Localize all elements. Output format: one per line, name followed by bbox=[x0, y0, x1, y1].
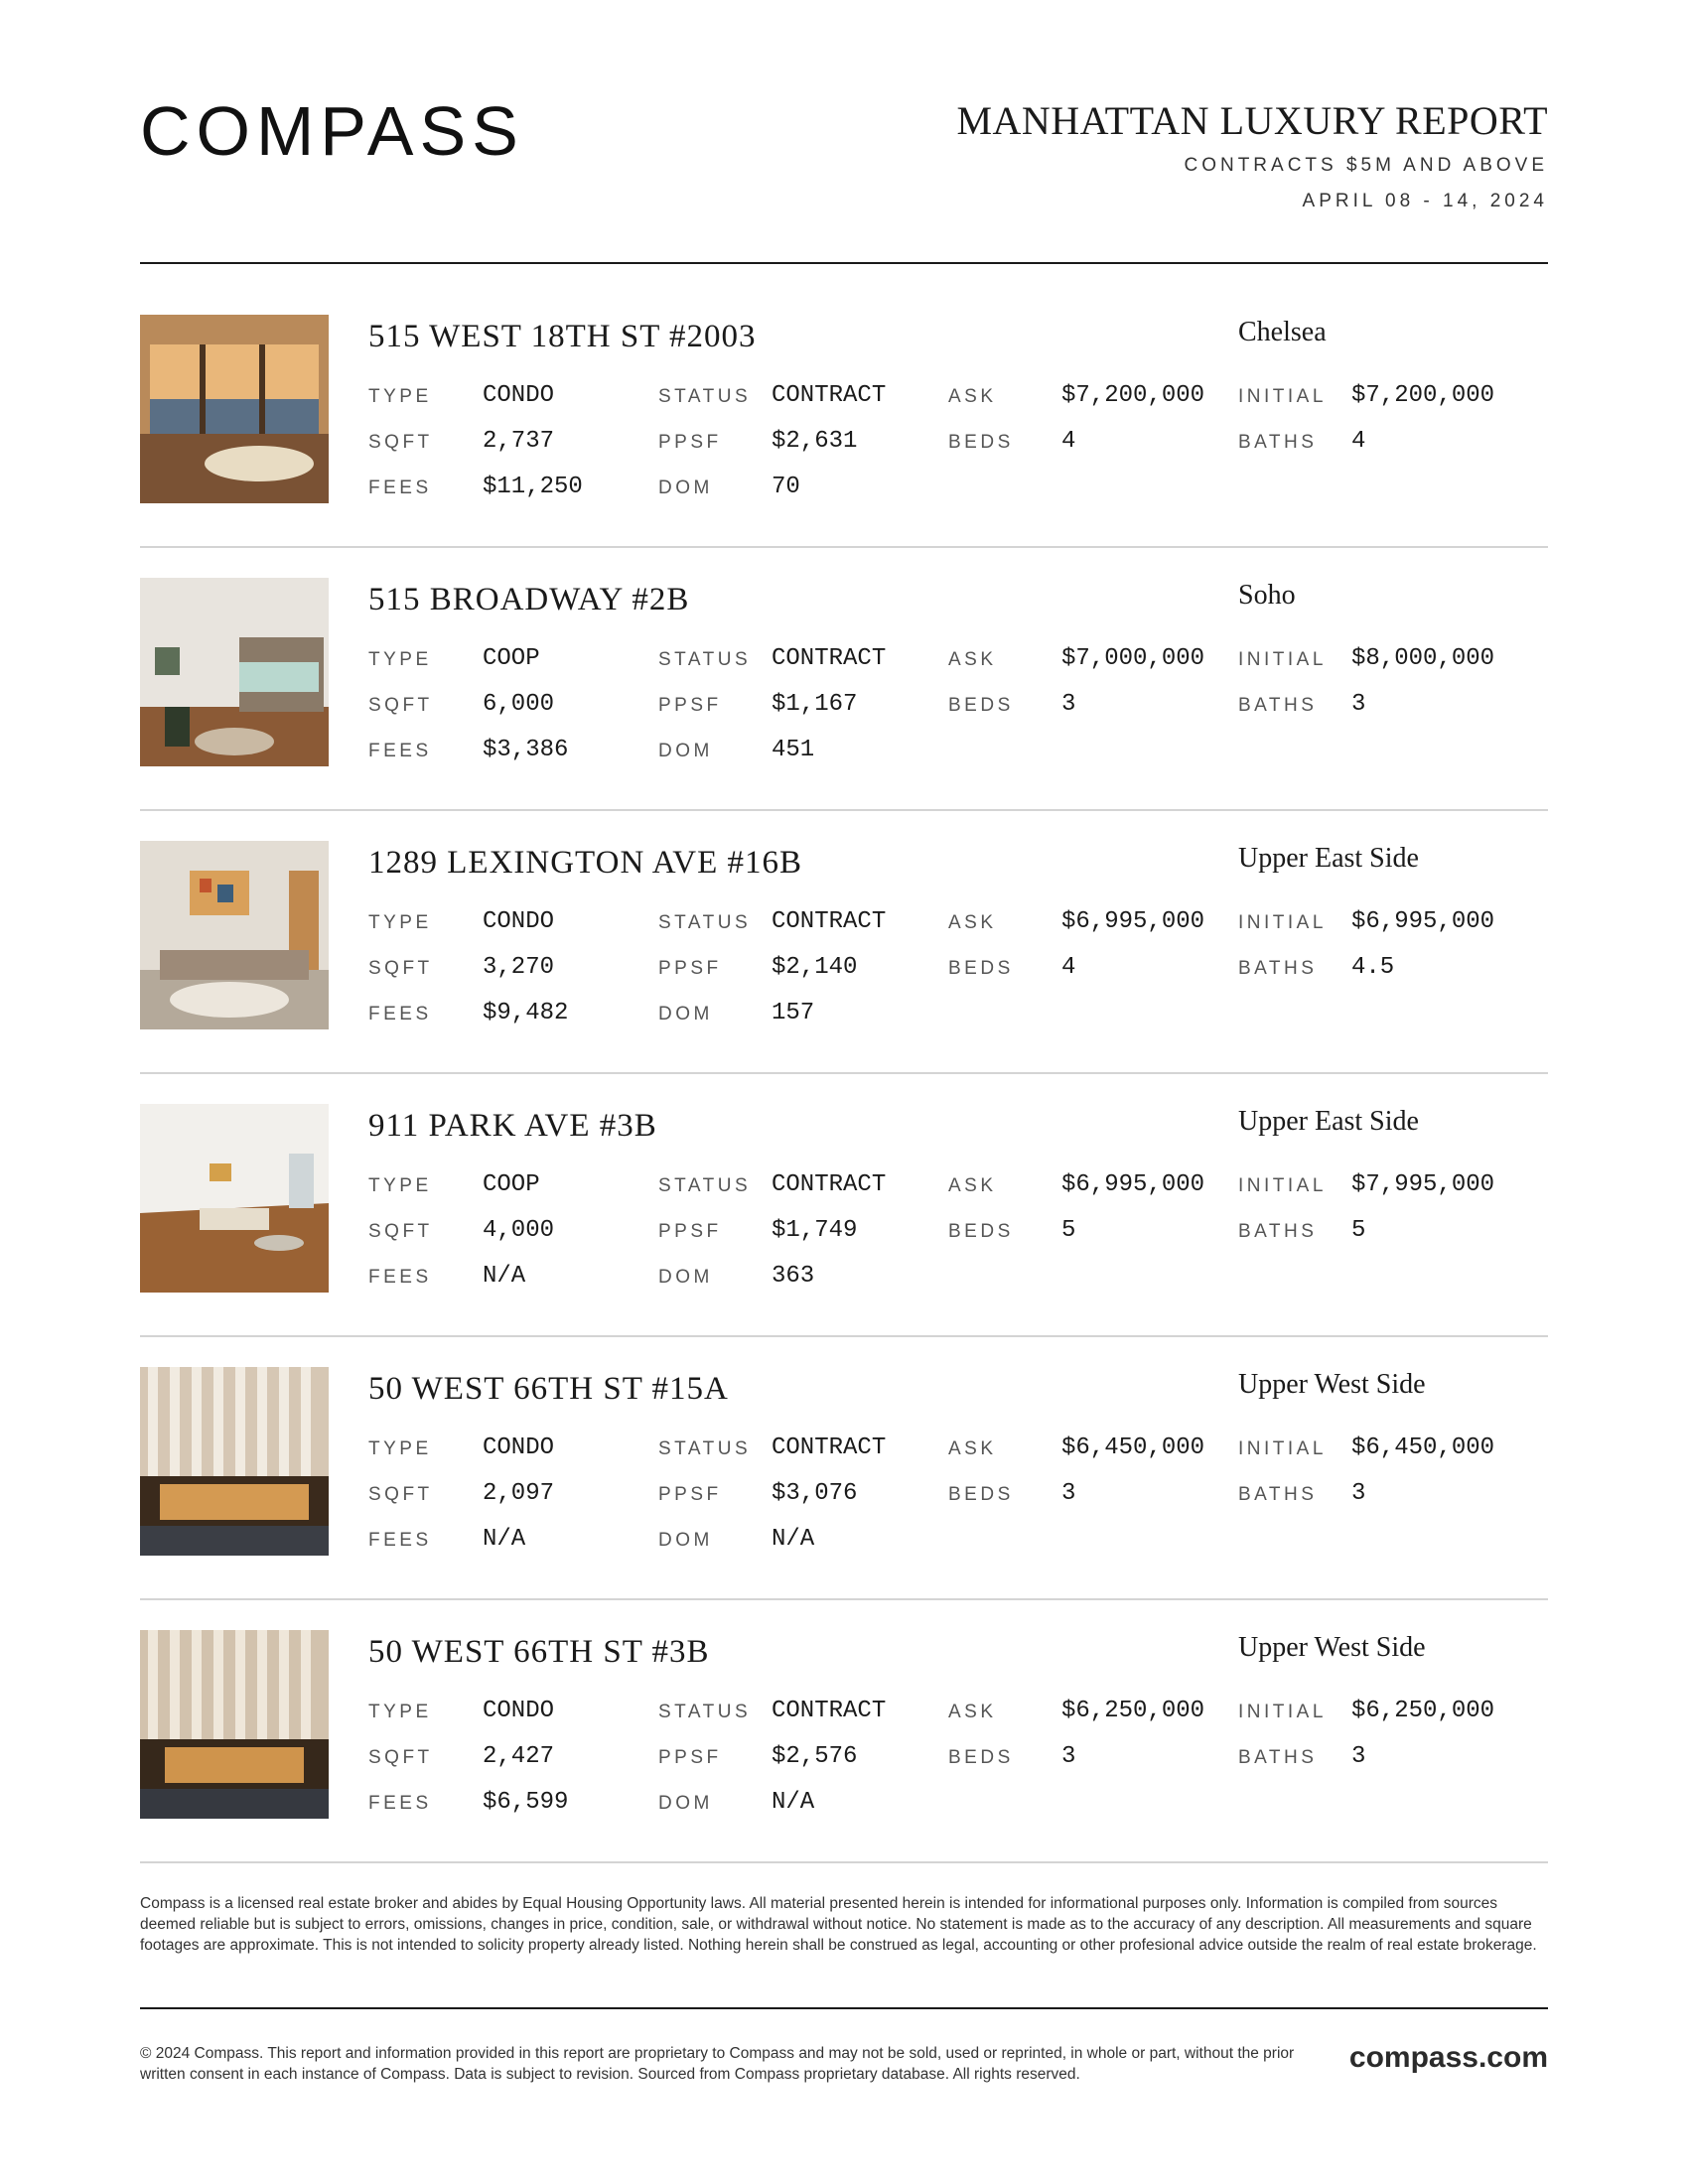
baths-value: 3 bbox=[1351, 691, 1366, 718]
listing-divider bbox=[140, 809, 1548, 811]
website-link[interactable]: compass.com bbox=[1348, 2041, 1548, 2074]
listing-photo[interactable] bbox=[140, 841, 329, 1029]
sqft-value: 6,000 bbox=[483, 691, 555, 718]
beds-label: BEDS bbox=[948, 1221, 1014, 1242]
listing-photo[interactable] bbox=[140, 1104, 329, 1293]
report-page bbox=[140, 0, 1548, 2184]
type-label: TYPE bbox=[368, 649, 432, 670]
beds-value: 5 bbox=[1061, 1217, 1076, 1244]
listing-neighborhood: Upper West Side bbox=[1238, 1632, 1426, 1663]
status-label: STATUS bbox=[658, 386, 752, 407]
sqft-value: 2,737 bbox=[483, 428, 555, 455]
beds-value: 3 bbox=[1061, 691, 1076, 718]
sqft-label: SQFT bbox=[368, 1747, 433, 1768]
baths-value: 5 bbox=[1351, 1217, 1366, 1244]
initial-label: INITIAL bbox=[1238, 1438, 1327, 1459]
ppsf-label: PPSF bbox=[658, 1484, 722, 1505]
fees-value: N/A bbox=[483, 1526, 526, 1553]
fees-value: $11,250 bbox=[483, 474, 583, 500]
listing-photo[interactable] bbox=[140, 1367, 329, 1556]
copyright: © 2024 Compass. This report and information provided in this report are proprietary to Compass and may not be sold, used or reprinted, in whole or part, without the prior written consent in each instance of Compass. Data is subject to revision. Sourced from Compass proprietary database. All rights reserved. bbox=[140, 2045, 1295, 2083]
listing-divider bbox=[140, 546, 1548, 548]
listing-address: 50 WEST 66TH ST #15A bbox=[368, 1371, 729, 1407]
listing bbox=[140, 315, 1548, 578]
sqft-label: SQFT bbox=[368, 1484, 433, 1505]
listing bbox=[140, 578, 1548, 841]
status-label: STATUS bbox=[658, 912, 752, 933]
initial-label: INITIAL bbox=[1238, 649, 1327, 670]
ask-label: ASK bbox=[948, 912, 997, 933]
sqft-value: 4,000 bbox=[483, 1217, 555, 1244]
initial-label: INITIAL bbox=[1238, 386, 1327, 407]
dom-label: DOM bbox=[658, 478, 713, 498]
ask-value: $6,995,000 bbox=[1061, 908, 1205, 935]
ppsf-value: $2,576 bbox=[772, 1743, 858, 1770]
property-photo bbox=[140, 841, 329, 1029]
beds-label: BEDS bbox=[948, 958, 1014, 979]
ppsf-value: $1,749 bbox=[772, 1217, 858, 1244]
baths-value: 3 bbox=[1351, 1743, 1366, 1770]
ask-label: ASK bbox=[948, 1702, 997, 1722]
listing-photo[interactable] bbox=[140, 315, 329, 503]
compass-logo bbox=[140, 95, 567, 167]
listing bbox=[140, 1630, 1548, 1893]
dom-label: DOM bbox=[658, 1267, 713, 1288]
beds-value: 4 bbox=[1061, 428, 1076, 455]
fees-value: $6,599 bbox=[483, 1789, 569, 1816]
ppsf-value: $2,631 bbox=[772, 428, 858, 455]
listing-neighborhood: Upper East Side bbox=[1238, 1106, 1419, 1137]
type-label: TYPE bbox=[368, 1702, 432, 1722]
ask-label: ASK bbox=[948, 1175, 997, 1196]
initial-value: $6,995,000 bbox=[1351, 908, 1495, 935]
baths-label: BATHS bbox=[1238, 958, 1318, 979]
ppsf-value: $1,167 bbox=[772, 691, 858, 718]
type-value: CONDO bbox=[483, 1698, 555, 1724]
dom-label: DOM bbox=[658, 1530, 713, 1551]
listing bbox=[140, 1104, 1548, 1367]
initial-value: $7,200,000 bbox=[1351, 382, 1495, 409]
listing-divider bbox=[140, 1072, 1548, 1074]
fees-value: N/A bbox=[483, 1263, 526, 1290]
status-label: STATUS bbox=[658, 1438, 752, 1459]
compass-logo-icon bbox=[140, 95, 567, 167]
fees-label: FEES bbox=[368, 1004, 432, 1024]
report-title: MANHATTAN LUXURY REPORT bbox=[956, 98, 1548, 143]
property-photo bbox=[140, 315, 329, 503]
initial-label: INITIAL bbox=[1238, 1175, 1327, 1196]
baths-label: BATHS bbox=[1238, 1484, 1318, 1505]
status-value: CONTRACT bbox=[772, 1171, 887, 1198]
ask-value: $7,000,000 bbox=[1061, 645, 1205, 672]
dom-value: 70 bbox=[772, 474, 800, 500]
type-label: TYPE bbox=[368, 386, 432, 407]
initial-value: $8,000,000 bbox=[1351, 645, 1495, 672]
ask-label: ASK bbox=[948, 649, 997, 670]
status-value: CONTRACT bbox=[772, 908, 887, 935]
listing-photo[interactable] bbox=[140, 578, 329, 766]
sqft-value: 3,270 bbox=[483, 954, 555, 981]
fees-label: FEES bbox=[368, 1267, 432, 1288]
ppsf-label: PPSF bbox=[658, 1747, 722, 1768]
disclaimer: Compass is a licensed real estate broker and abides by Equal Housing Opportunity laws. All material presented herein is intended for informational purposes only. Information is compiled from sources deemed reliable but is subject to errors, omissions, changes in price, condition, sale, or withdrawal without notice. No statement is made as to the accuracy of any description. All measurements and square footages are approximate. This is not intended to solicity property already listed. Nothing herein shall be construed as legal, accounting or other profesional advice outside the realm of real estate brokerage. bbox=[140, 1895, 1537, 1954]
listing-address: 515 BROADWAY #2B bbox=[368, 582, 690, 617]
listings bbox=[140, 315, 1548, 1893]
beds-label: BEDS bbox=[948, 1747, 1014, 1768]
ask-value: $6,995,000 bbox=[1061, 1171, 1205, 1198]
fees-label: FEES bbox=[368, 1793, 432, 1814]
baths-label: BATHS bbox=[1238, 1221, 1318, 1242]
property-photo bbox=[140, 1367, 329, 1556]
dom-value: 451 bbox=[772, 737, 815, 763]
status-value: CONTRACT bbox=[772, 382, 887, 409]
ppsf-value: $2,140 bbox=[772, 954, 858, 981]
dom-label: DOM bbox=[658, 741, 713, 761]
listing-divider bbox=[140, 1335, 1548, 1337]
type-value: COOP bbox=[483, 1171, 540, 1198]
status-label: STATUS bbox=[658, 1702, 752, 1722]
fees-label: FEES bbox=[368, 1530, 432, 1551]
baths-label: BATHS bbox=[1238, 432, 1318, 453]
header-divider bbox=[140, 262, 1548, 264]
beds-label: BEDS bbox=[948, 695, 1014, 716]
listing-address: 911 PARK AVE #3B bbox=[368, 1108, 657, 1144]
status-label: STATUS bbox=[658, 649, 752, 670]
type-value: CONDO bbox=[483, 908, 555, 935]
listing-neighborhood: Upper East Side bbox=[1238, 843, 1419, 874]
dom-label: DOM bbox=[658, 1793, 713, 1814]
status-value: CONTRACT bbox=[772, 1434, 887, 1461]
property-photo bbox=[140, 1630, 329, 1819]
fees-value: $9,482 bbox=[483, 1000, 569, 1026]
sqft-label: SQFT bbox=[368, 958, 433, 979]
baths-label: BATHS bbox=[1238, 695, 1318, 716]
ask-value: $6,250,000 bbox=[1061, 1698, 1205, 1724]
listing-address: 50 WEST 66TH ST #3B bbox=[368, 1634, 710, 1670]
sqft-value: 2,097 bbox=[483, 1480, 555, 1507]
type-value: CONDO bbox=[483, 382, 555, 409]
beds-label: BEDS bbox=[948, 432, 1014, 453]
baths-value: 3 bbox=[1351, 1480, 1366, 1507]
listing-divider bbox=[140, 1861, 1548, 1863]
svg-text:COMPASS: COMPASS bbox=[140, 95, 524, 167]
property-photo bbox=[140, 1104, 329, 1293]
ppsf-value: $3,076 bbox=[772, 1480, 858, 1507]
listing-neighborhood: Chelsea bbox=[1238, 317, 1327, 347]
property-photo bbox=[140, 578, 329, 766]
beds-label: BEDS bbox=[948, 1484, 1014, 1505]
dom-value: 157 bbox=[772, 1000, 815, 1026]
sqft-label: SQFT bbox=[368, 695, 433, 716]
listing-photo[interactable] bbox=[140, 1630, 329, 1819]
footer-divider bbox=[140, 2007, 1548, 2009]
report-subtitle: CONTRACTS $5M AND ABOVE bbox=[1184, 155, 1548, 176]
type-value: CONDO bbox=[483, 1434, 555, 1461]
status-value: CONTRACT bbox=[772, 1698, 887, 1724]
status-label: STATUS bbox=[658, 1175, 752, 1196]
ask-value: $6,450,000 bbox=[1061, 1434, 1205, 1461]
sqft-label: SQFT bbox=[368, 432, 433, 453]
baths-value: 4.5 bbox=[1351, 954, 1395, 981]
beds-value: 4 bbox=[1061, 954, 1076, 981]
fees-value: $3,386 bbox=[483, 737, 569, 763]
dom-value: N/A bbox=[772, 1789, 815, 1816]
type-label: TYPE bbox=[368, 1438, 432, 1459]
listing-neighborhood: Soho bbox=[1238, 580, 1296, 611]
ppsf-label: PPSF bbox=[658, 1221, 722, 1242]
beds-value: 3 bbox=[1061, 1743, 1076, 1770]
dom-label: DOM bbox=[658, 1004, 713, 1024]
baths-label: BATHS bbox=[1238, 1747, 1318, 1768]
listing bbox=[140, 841, 1548, 1104]
report-date-range: APRIL 08 - 14, 2024 bbox=[1302, 191, 1548, 211]
ppsf-label: PPSF bbox=[658, 958, 722, 979]
initial-value: $6,450,000 bbox=[1351, 1434, 1495, 1461]
ask-label: ASK bbox=[948, 386, 997, 407]
baths-value: 4 bbox=[1351, 428, 1366, 455]
initial-value: $6,250,000 bbox=[1351, 1698, 1495, 1724]
fees-label: FEES bbox=[368, 741, 432, 761]
listing-address: 515 WEST 18TH ST #2003 bbox=[368, 319, 757, 354]
dom-value: 363 bbox=[772, 1263, 815, 1290]
status-value: CONTRACT bbox=[772, 645, 887, 672]
ppsf-label: PPSF bbox=[658, 695, 722, 716]
listing-neighborhood: Upper West Side bbox=[1238, 1369, 1426, 1400]
sqft-value: 2,427 bbox=[483, 1743, 555, 1770]
initial-value: $7,995,000 bbox=[1351, 1171, 1495, 1198]
fees-label: FEES bbox=[368, 478, 432, 498]
ask-label: ASK bbox=[948, 1438, 997, 1459]
listing bbox=[140, 1367, 1548, 1630]
initial-label: INITIAL bbox=[1238, 912, 1327, 933]
listing-address: 1289 LEXINGTON AVE #16B bbox=[368, 845, 803, 881]
ppsf-label: PPSF bbox=[658, 432, 722, 453]
listing-divider bbox=[140, 1598, 1548, 1600]
dom-value: N/A bbox=[772, 1526, 815, 1553]
initial-label: INITIAL bbox=[1238, 1702, 1327, 1722]
type-label: TYPE bbox=[368, 912, 432, 933]
type-label: TYPE bbox=[368, 1175, 432, 1196]
sqft-label: SQFT bbox=[368, 1221, 433, 1242]
beds-value: 3 bbox=[1061, 1480, 1076, 1507]
type-value: COOP bbox=[483, 645, 540, 672]
ask-value: $7,200,000 bbox=[1061, 382, 1205, 409]
